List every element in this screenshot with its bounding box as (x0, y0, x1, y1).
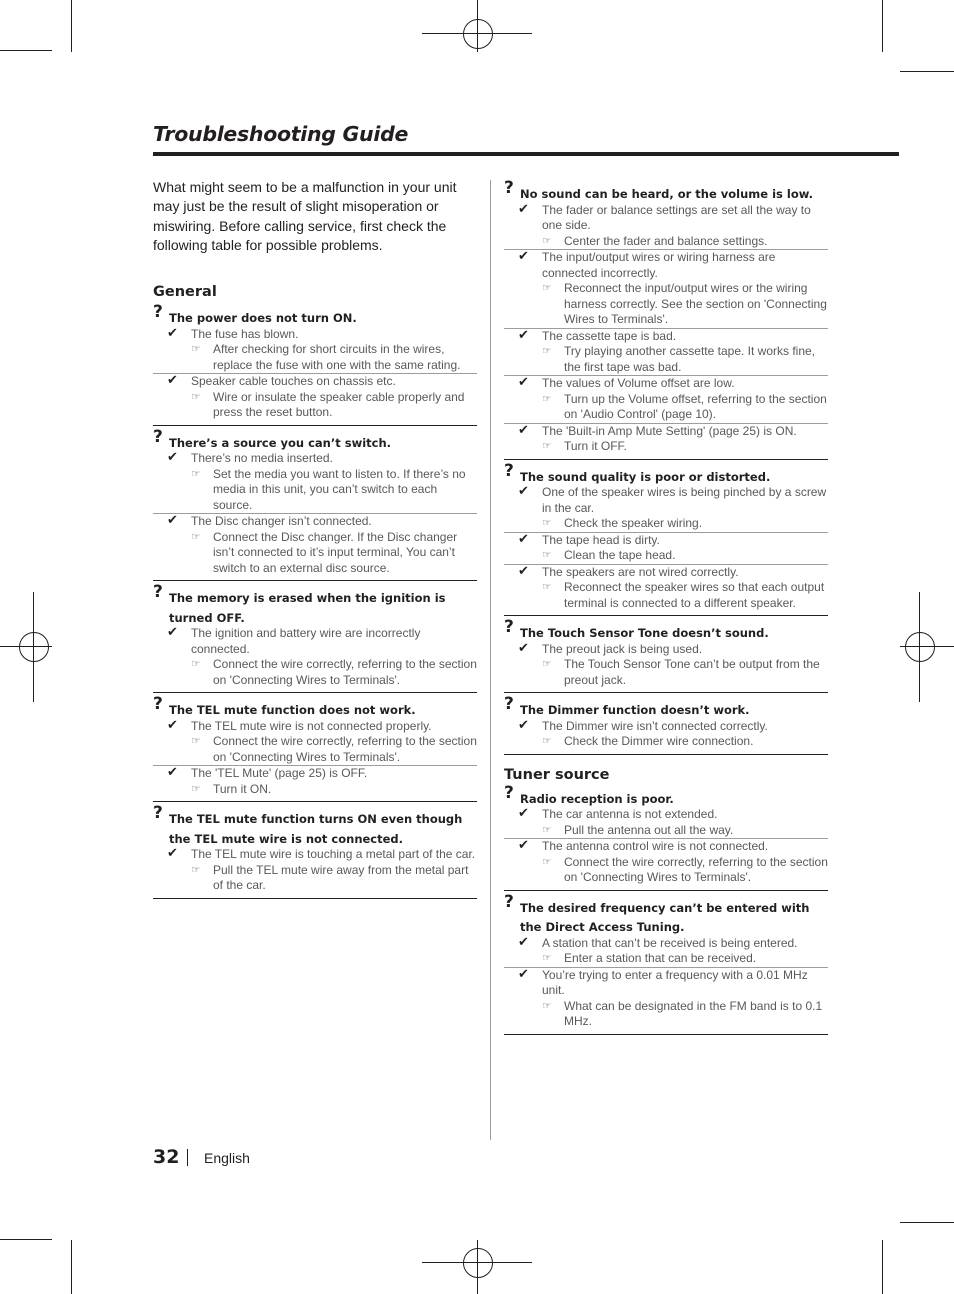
pointing-hand-icon: ☞ (542, 234, 552, 247)
problem-block (504, 694, 828, 755)
cause-item (504, 565, 828, 612)
remedy-text: Turn it OFF. (564, 439, 627, 453)
pointing-hand-icon: ☞ (191, 390, 201, 403)
problem-title: The TEL mute function turns ON even though the TEL mute wire is not connected. (169, 812, 463, 846)
remedy-text: Connect the Disc changer. If the Disc changer isn’t connected to it’s input terminal, You can’t switch to an external disc source. (213, 529, 458, 575)
check-icon: ✔ (518, 201, 529, 217)
remedy-item (542, 580, 828, 611)
section-general-continued (504, 178, 828, 755)
cause-item (504, 968, 828, 1030)
check-icon: ✔ (518, 375, 529, 390)
cause-text: A station that can’t be received is being entered. (542, 935, 798, 950)
section-tuner-source (504, 767, 828, 1035)
problem-block (153, 302, 477, 426)
cause-text: The values of Volume offset are low. (542, 376, 735, 390)
pointing-hand-icon: ☞ (191, 782, 201, 795)
problem-header (504, 694, 828, 719)
cause-text: The fader or balance settings are set all the way to one side. (542, 202, 811, 232)
remedy-text: Pull the antenna out all the way. (564, 822, 734, 837)
check-icon: ✔ (167, 373, 178, 389)
remedy-text: Pull the TEL mute wire away from the metal part of the car. (213, 862, 469, 893)
remedy-item (542, 392, 828, 423)
question-icon: ? (153, 582, 163, 603)
cause-text: The ignition and battery wire are incorrectly connected. (191, 626, 421, 656)
remedy-item (191, 390, 477, 421)
title-rule (153, 152, 899, 156)
remedy-text: Set the media you want to listen to. If there’s no media in this unit, you can’t switch to each source. (213, 466, 466, 512)
cause-text: The car antenna is not extended. (542, 807, 718, 821)
remedy-text: Reconnect the input/output wires or the wiring harness correctly. See the section on 'Connecting Wires to Terminals'. (564, 281, 827, 326)
pointing-hand-icon: ☞ (191, 530, 201, 543)
cause-text: The fuse has blown. (191, 326, 299, 341)
check-icon: ✔ (167, 450, 178, 466)
problem-title: The Touch Sensor Tone doesn’t sound. (520, 626, 769, 640)
right-column (504, 178, 828, 1041)
problem-title: The sound quality is poor or distorted. (520, 469, 771, 484)
remedy-text: Connect the wire correctly, referring to the section on 'Connecting Wires to Terminals'. (213, 734, 477, 764)
pointing-hand-icon: ☞ (542, 440, 552, 452)
remedy-item (542, 951, 828, 967)
remedy-item (542, 823, 828, 839)
problem-header (504, 460, 828, 486)
cause-text: You’re trying to enter a frequency with a 0.01 MHz unit. (542, 967, 808, 997)
section-heading: General (153, 284, 217, 301)
remedy-text: Check the speaker wiring. (564, 516, 703, 530)
cause-item (504, 807, 828, 839)
cause-text: The Disc changer isn’t connected. (191, 514, 372, 529)
remedy-item (542, 281, 828, 328)
problem-header (504, 782, 828, 808)
pointing-hand-icon: ☞ (191, 735, 201, 748)
question-icon: ? (153, 302, 163, 323)
left-column (153, 178, 477, 905)
footer-language: English (204, 1150, 250, 1166)
cause-text: The 'Built-in Amp Mute Setting' (page 25) is ON. (542, 423, 797, 438)
problem-block (504, 617, 828, 693)
cause-item (504, 839, 828, 886)
problem-title: The power does not turn ON. (169, 311, 357, 326)
problem-title: The memory is erased when the ignition is turned OFF. (169, 591, 446, 625)
problem-header (504, 178, 828, 203)
remedy-item (191, 863, 477, 894)
cause-text: The input/output wires or wiring harness are connected incorrectly. (542, 250, 776, 280)
pointing-hand-icon: ☞ (542, 517, 552, 529)
remedy-item (191, 467, 477, 514)
question-icon: ? (504, 891, 514, 912)
cause-text: One of the speaker wires is being pinched by a screw in the car. (542, 485, 827, 515)
remedy-text: What can be designated in the FM band is to 0.1 MHz. (564, 998, 823, 1028)
cause-item (153, 327, 477, 375)
problem-header (153, 302, 477, 327)
cause-text: The Dimmer wire isn’t connected correctly. (542, 718, 768, 733)
check-icon: ✔ (167, 625, 178, 641)
remedy-item (542, 344, 828, 375)
footer-divider (187, 1149, 188, 1166)
pointing-hand-icon: ☞ (191, 658, 201, 671)
cause-item (153, 626, 477, 688)
remedy-text: Center the fader and balance settings. (564, 233, 768, 248)
cause-text: The TEL mute wire is touching a metal part of the car. (191, 847, 476, 862)
check-icon: ✔ (167, 765, 178, 781)
cause-item (504, 250, 828, 329)
pointing-hand-icon: ☞ (542, 855, 552, 868)
pointing-hand-icon: ☞ (191, 467, 201, 480)
cause-text: The cassette tape is bad. (542, 328, 677, 343)
pointing-hand-icon: ☞ (542, 392, 552, 405)
page-title: Troubleshooting Guide (153, 122, 409, 146)
remedy-item (542, 734, 828, 750)
remedy-text: Turn up the Volume offset, referring to the section on 'Audio Control' (page 10). (564, 391, 827, 421)
problem-header (153, 426, 477, 452)
check-icon: ✔ (518, 484, 529, 499)
remedy-text: Turn it ON. (213, 781, 272, 796)
cause-item (504, 936, 828, 968)
remedy-text: Connect the wire correctly, referring to the section on 'Connecting Wires to Terminals'. (564, 854, 828, 884)
remedy-item (542, 516, 828, 532)
check-icon: ✔ (518, 838, 529, 853)
check-icon: ✔ (518, 640, 529, 656)
question-icon: ? (504, 694, 514, 714)
cause-text: The speakers are not wired correctly. (542, 564, 739, 579)
remedy-item (191, 782, 477, 798)
question-icon: ? (153, 426, 163, 447)
cause-text: The tape head is dirty. (542, 532, 660, 547)
problem-block (504, 460, 828, 617)
cause-item (153, 719, 477, 767)
remedy-item (542, 234, 828, 250)
cause-item (504, 376, 828, 424)
remedy-text: Clean the tape head. (564, 548, 676, 562)
remedy-item (542, 439, 828, 455)
problem-title: Radio reception is poor. (520, 791, 674, 806)
pointing-hand-icon: ☞ (191, 343, 201, 356)
remedy-item (191, 657, 477, 688)
remedy-item (542, 657, 828, 688)
page-number: 32 (153, 1146, 180, 1168)
remedy-text: Try playing another cassette tape. It works fine, the first tape was bad. (564, 344, 816, 374)
problem-header (153, 694, 477, 719)
remedy-item (191, 342, 477, 373)
remedy-item (542, 548, 828, 564)
problem-title: No sound can be heard, or the volume is low. (520, 187, 813, 201)
check-icon: ✔ (518, 327, 529, 343)
cause-item (504, 329, 828, 377)
question-icon: ? (504, 617, 514, 637)
problem-header (153, 803, 477, 847)
check-icon: ✔ (518, 531, 529, 547)
check-icon: ✔ (518, 966, 529, 982)
pointing-hand-icon: ☞ (542, 658, 552, 670)
remedy-item (542, 999, 828, 1030)
check-icon: ✔ (518, 806, 529, 821)
remedy-text: The Touch Sensor Tone can’t be output from the preout jack. (564, 657, 820, 687)
cause-item (153, 451, 477, 514)
cause-item (504, 533, 828, 565)
column-divider (490, 180, 491, 1140)
check-icon: ✔ (518, 422, 529, 438)
section-general (153, 284, 477, 899)
check-icon: ✔ (518, 249, 529, 264)
check-icon: ✔ (167, 717, 178, 733)
question-icon: ? (153, 803, 163, 824)
remedy-text: After checking for short circuits in the wires, replace the fuse with one with the same rating. (213, 342, 461, 372)
cause-text: The preout jack is being used. (542, 641, 703, 656)
pointing-hand-icon: ☞ (542, 735, 552, 747)
problem-block (153, 803, 477, 899)
cause-item (153, 374, 477, 421)
problem-header (504, 617, 828, 642)
cause-text: Speaker cable touches on chassis etc. (191, 374, 396, 389)
cause-item (504, 203, 828, 251)
remedy-text: Reconnect the speaker wires so that each output terminal is connected to a different speaker. (564, 580, 825, 610)
cause-item (504, 642, 828, 689)
remedy-text: Enter a station that can be received. (564, 951, 757, 965)
pointing-hand-icon: ☞ (542, 581, 552, 593)
pointing-hand-icon: ☞ (542, 282, 552, 294)
pointing-hand-icon: ☞ (191, 863, 201, 876)
problem-block (504, 891, 828, 1035)
remedy-item (191, 530, 477, 577)
intro-paragraph: What might seem to be a malfunction in your unit may just be the result of slight misoperation or miswiring. Before calling service, first check the following table for possible problems. (153, 179, 457, 253)
problem-block (153, 426, 477, 582)
cause-item (153, 766, 477, 797)
pointing-hand-icon: ☞ (542, 549, 552, 561)
remedy-text: Wire or insulate the speaker cable properly and press the reset button. (213, 389, 465, 420)
problem-title: The Dimmer function doesn’t work. (520, 703, 750, 717)
problem-block (504, 782, 828, 891)
check-icon: ✔ (167, 325, 178, 341)
remedy-item (542, 855, 828, 886)
check-icon: ✔ (518, 934, 529, 950)
problem-title: The TEL mute function does not work. (169, 703, 416, 718)
pointing-hand-icon: ☞ (542, 952, 552, 964)
question-icon: ? (504, 178, 514, 198)
pointing-hand-icon: ☞ (542, 999, 552, 1012)
problem-title: The desired frequency can’t be entered with the Direct Access Tuning. (520, 900, 810, 934)
cause-item (504, 719, 828, 750)
check-icon: ✔ (167, 513, 178, 529)
check-icon: ✔ (167, 846, 178, 862)
remedy-item (191, 734, 477, 765)
question-icon: ? (504, 782, 514, 803)
problem-title: There’s a source you can’t switch. (169, 435, 392, 450)
pointing-hand-icon: ☞ (542, 823, 552, 836)
pointing-hand-icon: ☞ (542, 345, 552, 357)
question-icon: ? (504, 460, 514, 481)
question-icon: ? (153, 694, 163, 715)
cause-text: The antenna control wire is not connected. (542, 839, 769, 853)
cause-item (504, 485, 828, 533)
problem-block (504, 178, 828, 460)
cause-text: There’s no media inserted. (191, 451, 333, 466)
problem-block (153, 582, 477, 693)
check-icon: ✔ (518, 563, 529, 579)
cause-item (153, 514, 477, 576)
cause-text: The TEL mute wire is not connected properly. (191, 718, 432, 733)
section-heading: Tuner source (504, 766, 610, 783)
cause-item (153, 847, 477, 894)
problem-header (504, 891, 828, 936)
problem-block (153, 694, 477, 802)
cause-item (504, 424, 828, 455)
cause-text: The 'TEL Mute' (page 25) is OFF. (191, 766, 368, 781)
problem-header (153, 582, 477, 626)
remedy-text: Check the Dimmer wire connection. (564, 734, 754, 748)
check-icon: ✔ (518, 717, 529, 733)
remedy-text: Connect the wire correctly, referring to the section on 'Connecting Wires to Terminals'. (213, 657, 477, 687)
